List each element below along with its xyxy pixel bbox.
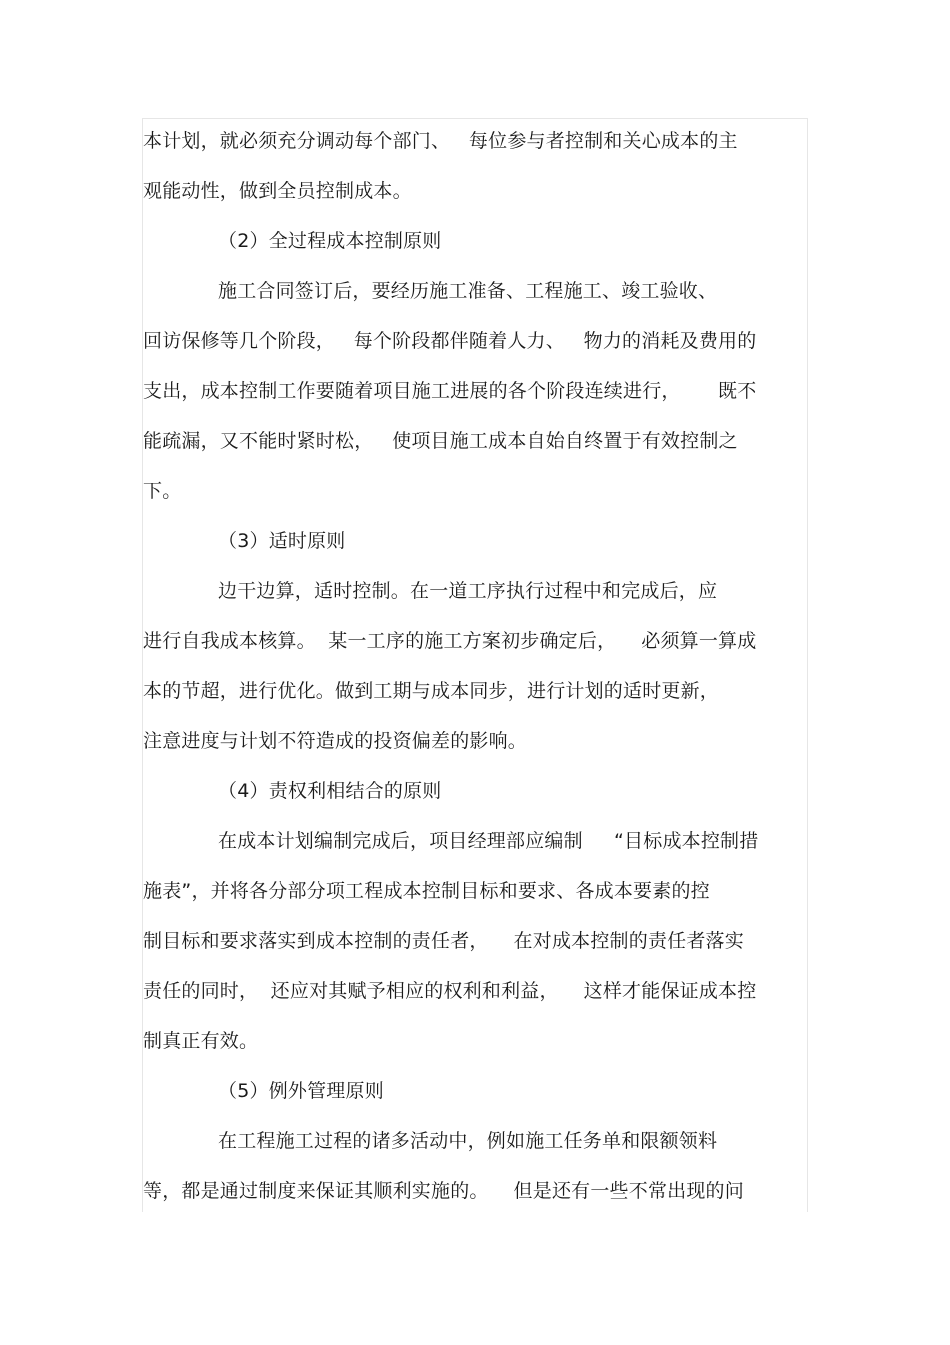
section-heading: （2）全过程成本控制原则 xyxy=(218,230,442,252)
text-line: 责任的同时， 还应对其赋予相应的权利和利益， 这样才能保证成本控 xyxy=(143,980,757,1002)
text-line: 等，都是通过制度来保证其顺利实施的。 但是还有一些不常出现的问 xyxy=(143,1180,744,1202)
text-line: 在成本计划编制完成后，项目经理部应编制 “目标成本控制措 xyxy=(218,830,759,852)
text-line: 能疏漏，又不能时紧时松， 使项目施工成本自始自终置于有效控制之 xyxy=(143,430,738,452)
text-line: 支出，成本控制工作要随着项目施工进展的各个阶段连续进行， 既不 xyxy=(143,380,757,402)
text-line: 本的节超，进行优化。做到工期与成本同步，进行计划的适时更新， xyxy=(143,680,720,702)
text-line: 观能动性，做到全员控制成本。 xyxy=(143,180,412,202)
text-line: 注意进度与计划不符造成的投资偏差的影响。 xyxy=(143,730,528,752)
text-line: 制目标和要求落实到成本控制的责任者， 在对成本控制的责任者落实 xyxy=(143,930,744,952)
text-line: 在工程施工过程的诸多活动中，例如施工任务单和限额领料 xyxy=(218,1130,718,1152)
text-line: 施表”，并将各分部分项工程成本控制目标和要求、各成本要素的控 xyxy=(143,880,710,902)
text-line: 边干边算，适时控制。在一道工序执行过程中和完成后，应 xyxy=(218,580,718,602)
text-line: 回访保修等几个阶段， 每个阶段都伴随着人力、 物力的消耗及费用的 xyxy=(143,330,757,352)
text-line: 进行自我成本核算。 某一工序的施工方案初步确定后， 必须算一算成 xyxy=(143,630,757,652)
section-heading: （4）责权利相结合的原则 xyxy=(218,780,442,802)
text-line: 制真正有效。 xyxy=(143,1030,259,1052)
text-line: 下。 xyxy=(143,480,182,502)
section-heading: （5）例外管理原则 xyxy=(218,1080,384,1102)
section-heading: （3）适时原则 xyxy=(218,530,346,552)
text-line: 本计划，就必须充分调动每个部门、 每位参与者控制和关心成本的主 xyxy=(143,130,738,152)
text-line: 施工合同签订后，要经历施工准备、工程施工、竣工验收、 xyxy=(218,280,718,302)
